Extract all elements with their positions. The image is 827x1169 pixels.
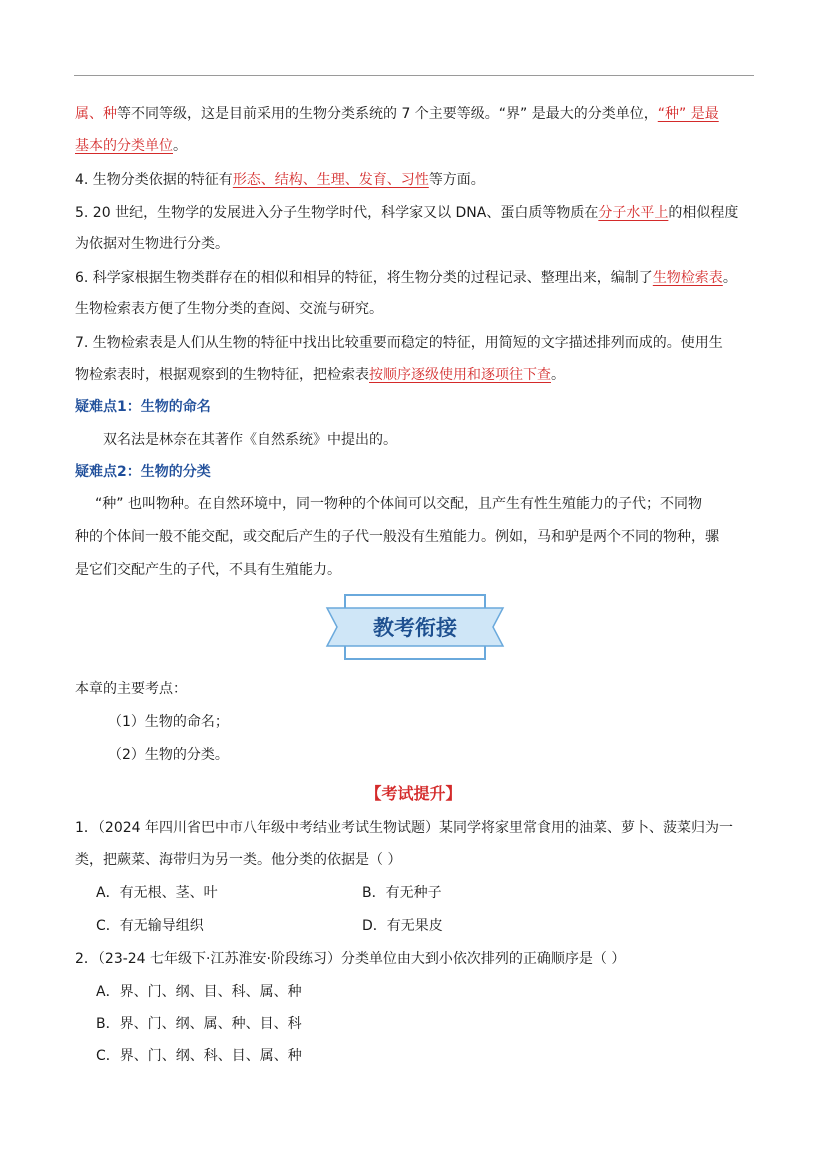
- paragraph-5-cont: 为依据对生物进行分类。: [75, 236, 229, 252]
- paragraph-4: [75, 170, 485, 190]
- highlight-text: 形态、结构、生理、发育、习性: [232, 172, 429, 188]
- question-1-stem: 1．（2024 年四川省巴中市八年级中考结业考试生物试题）某同学将家里常食用的油菜、萝卜、菠菜归为一: [75, 820, 733, 836]
- question-1-option-c[interactable]: C．有无输导组织: [96, 918, 204, 934]
- difficulty-1-title: 疑难点1：生物的命名: [75, 399, 211, 415]
- question-1-stem: 类，把蕨菜、海带归为另一类。他分类的依据是（ ）: [75, 852, 402, 868]
- header-rule: [74, 75, 754, 76]
- body-text: 等方面。: [428, 172, 485, 188]
- difficulty-1-text: 双名法是林奈在其著作《自然系统》中提出的。: [103, 432, 397, 448]
- highlight-text: “种” 是最: [657, 106, 719, 122]
- question-2-option-c[interactable]: C．界、门、纲、科、目、属、种: [96, 1048, 302, 1064]
- body-text: 。: [722, 270, 737, 286]
- paragraph-5: [75, 203, 738, 223]
- banner-text: 教考衔接: [373, 616, 457, 640]
- section-banner: [325, 594, 505, 660]
- difficulty-2-line: “种” 也叫物种。在自然环境中，同一物种的个体间可以交配，且产生有性生殖能力的子代；不同物: [95, 496, 702, 512]
- highlight-text: 按顺序逐级使用和逐项往下查: [369, 367, 551, 383]
- paragraph-6: [75, 268, 737, 288]
- body-text: 的相似程度: [668, 205, 739, 221]
- question-1-option-a[interactable]: A．有无根、茎、叶: [96, 885, 218, 901]
- paragraph-line: [75, 136, 187, 156]
- question-2-stem: 2．（23-24 七年级下·江苏淮安·阶段练习）分类单位由大到小依次排列的正确顺序是（ ）: [75, 951, 626, 967]
- paragraph-6-cont: 生物检索表方便了生物分类的查阅、交流与研究。: [75, 301, 383, 317]
- exam-point-item: （2）生物的分类。: [108, 747, 229, 763]
- exam-point-item: （1）生物的命名；: [108, 714, 229, 730]
- highlight-text: 分子水平上: [598, 205, 669, 221]
- highlight-text: 生物检索表: [652, 270, 723, 286]
- question-2-option-a[interactable]: A．界、门、纲、目、科、属、种: [96, 984, 302, 1000]
- paragraph-7-cont: [75, 365, 565, 385]
- body-text: 。: [551, 367, 565, 383]
- body-text: 。: [173, 138, 187, 154]
- body-text: 6. 科学家根据生物类群存在的相似和相异的特征，将生物分类的过程记录、整理出来，编制了: [75, 270, 653, 286]
- difficulty-2-title: 疑难点2：生物的分类: [75, 464, 211, 480]
- question-1-option-d[interactable]: D．有无果皮: [362, 918, 443, 934]
- exam-points-intro: 本章的主要考点：: [75, 681, 187, 697]
- paragraph-line: [75, 104, 719, 124]
- body-text: 4. 生物分类依据的特征有: [75, 172, 233, 188]
- body-text: 5. 20 世纪，生物学的发展进入分子生物学时代，科学家又以 DNA、蛋白质等物质在: [75, 205, 599, 221]
- body-text: 物检索表时，根据观察到的生物特征，把检索表: [75, 367, 369, 383]
- body-text: 等不同等级，这是目前采用的生物分类系统的 7 个主要等级。“界” 是最大的分类单位，: [117, 106, 658, 122]
- highlight-text: 基本的分类单位: [75, 138, 173, 154]
- question-2-option-b[interactable]: B．界、门、纲、属、种、目、科: [96, 1016, 302, 1032]
- highlight-text: 属、种: [75, 106, 117, 122]
- paragraph-7: 7. 生物检索表是人们从生物的特征中找出比较重要而稳定的特征，用简短的文字描述排列而成的。使用生: [75, 335, 723, 351]
- question-1-option-b[interactable]: B．有无种子: [362, 885, 442, 901]
- difficulty-2-line: 是它们交配产生的子代，不具有生殖能力。: [75, 562, 341, 578]
- difficulty-2-line: 种的个体间一般不能交配，或交配后产生的子代一般没有生殖能力。例如，马和驴是两个不同的物种，骡: [75, 529, 719, 545]
- section-title: 【考试提升】: [365, 784, 462, 803]
